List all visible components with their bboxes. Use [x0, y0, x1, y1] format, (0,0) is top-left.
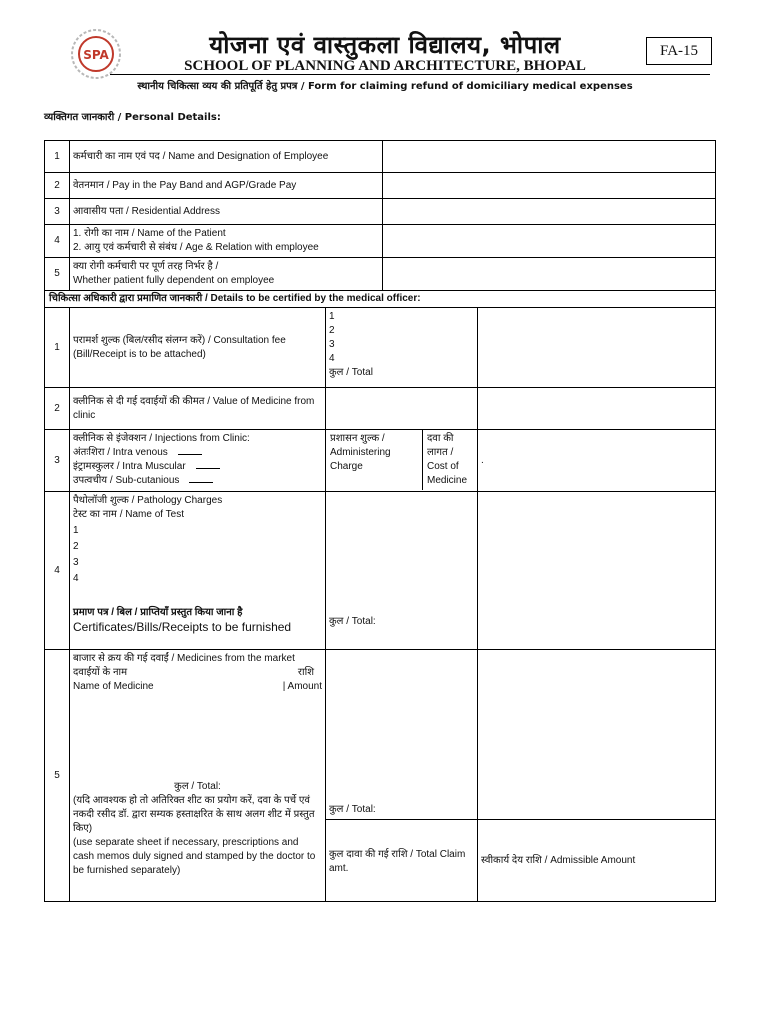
consultation-fee-amount[interactable] [478, 308, 716, 388]
row-number: 3 [45, 430, 70, 492]
row-number: 4 [45, 225, 70, 258]
employee-name-field[interactable] [383, 141, 716, 173]
medical-row-2 [45, 388, 716, 430]
list-item: 1 [73, 525, 79, 536]
dependent-label-hindi: क्या रोगी कर्मचारी पर पूर्ण तरह निर्भर है / [73, 261, 219, 272]
row-number: 5 [45, 650, 70, 902]
row-number: 5 [45, 258, 70, 291]
total-claim-cell[interactable] [326, 820, 478, 902]
list-item: 3 [329, 339, 335, 350]
medicines-amount[interactable] [478, 650, 716, 820]
clinic-medicine-field[interactable] [326, 388, 478, 430]
medicines-col-total-label: कुल / Total: [329, 804, 376, 815]
personal-details-heading: व्यक्तिगत जानकारी / Personal Details: [44, 112, 221, 123]
row-number: 4 [45, 492, 70, 650]
title-hindi: योजना एवं वास्तुकला विद्यालय, भोपाल [209, 31, 561, 59]
employee-name-label: कर्मचारी का नाम एवं पद / Name and Designation of Employee [70, 141, 383, 173]
address-label: आवासीय पता / Residential Address [70, 199, 383, 225]
separate-sheet-note-hindi: (यदि आवश्यक हो तो अतिरिक्त शीट का प्रयोग करें, दवा के पर्चे एवं नकदी रसीद डॉ. द्वारा सम्यक हस्ताक्षरित के साथ अलग शीट में प्रस्तुत किए) [73, 795, 315, 834]
injections-label: क्लीनिक से इंजेक्शन / Injections from Clinic: [73, 433, 250, 444]
test-name-label: टेस्ट का नाम / Name of Test [73, 509, 184, 520]
medicine-header-hindi: दवाईयों के नाम राशि [73, 667, 314, 678]
market-medicines-cell [70, 650, 326, 902]
personal-row-5 [45, 258, 716, 291]
injection-amount[interactable]: . [478, 430, 716, 492]
medical-section-header [45, 291, 716, 308]
injection-type: इंट्रामस्कुलर / Intra Muscular [73, 460, 322, 474]
admissible-amount-label: स्वीकार्य देय राशि / Admissible Amount [481, 855, 636, 866]
personal-row-3 [45, 199, 716, 225]
certificate-note-hindi: प्रमाण पत्र / बिल / प्राप्तियाँ प्रस्तुत किया जाना है [73, 607, 243, 618]
list-item: 4 [73, 573, 79, 584]
dependent-label-english: Whether patient fully dependent on employee [73, 275, 275, 286]
pay-band-label: वेतनमान / Pay in the Pay Band and AGP/Grade Pay [70, 173, 383, 199]
title-english: SCHOOL OF PLANNING AND ARCHITECTURE, BHOPAL [184, 58, 586, 74]
injection-type: उपत्वचीय / Sub-cutanious [73, 474, 322, 488]
injection-charges-cell[interactable] [326, 430, 478, 492]
dependent-field[interactable] [383, 258, 716, 291]
injections-cell [70, 430, 326, 492]
medicine-header-english: Name of Medicine | Amount [73, 681, 322, 692]
patient-labels [70, 225, 383, 258]
clinic-medicine-amount[interactable] [478, 388, 716, 430]
form-code-badge: FA-15 [646, 37, 712, 65]
consultation-total-label: कुल / Total [329, 367, 373, 378]
medical-row-3 [45, 430, 716, 492]
form-subtitle: स्थानीय चिकित्सा व्यय की प्रतिपूर्ति हेतु प्रपत्र / Form for claiming refund of domiciliary medical expenses [137, 81, 633, 92]
medical-row-4 [45, 492, 716, 650]
medicine-entry-area[interactable] [73, 694, 322, 780]
pay-band-field[interactable] [383, 173, 716, 199]
row-number: 1 [45, 141, 70, 173]
dependent-labels [70, 258, 383, 291]
list-item: 3 [73, 557, 79, 568]
medical-row-5 [45, 650, 716, 820]
market-medicines-label: बाजार से क्रय की गई दवाईं / Medicines from the market [73, 653, 295, 664]
patient-age-label: 2. आयु एवं कर्मचारी से संबंध / Age & Relation with employee [73, 242, 319, 253]
admissible-amount-cell[interactable] [478, 820, 716, 902]
medicines-total-cell[interactable] [326, 650, 478, 820]
consultation-fee-label: परामर्श शुल्क (बिल/रसीद संलग्न करें) / Consultation fee (Bill/Receipt is to be attached) [70, 308, 326, 388]
personal-row-1 [45, 141, 716, 173]
medicines-total-label: कुल / Total: [174, 781, 221, 792]
separate-sheet-note-english: (use separate sheet if necessary, prescriptions and cash memos duly signed and stamped by the doctor to be furnished separately) [73, 837, 316, 876]
claim-form-table [44, 140, 716, 902]
row-number: 2 [45, 173, 70, 199]
list-item: 4 [329, 353, 335, 364]
total-claim-label: कुल दावा की गई राशि / Total Claim amt. [329, 849, 466, 874]
personal-row-2 [45, 173, 716, 199]
row-number: 1 [45, 308, 70, 388]
clinic-medicine-label: क्लीनिक से दी गई दवाईयों की कीमत / Value of Medicine from clinic [70, 388, 326, 430]
injection-type: अंतःशिरा / Intra venous [73, 446, 322, 460]
row-number: 2 [45, 388, 70, 430]
personal-row-4 [45, 225, 716, 258]
logo-text: SPA [83, 48, 109, 62]
header-divider [110, 74, 710, 75]
cost-of-medicine-label: दवा की लागत / Cost of Medicine [427, 433, 468, 486]
consultation-fee-list[interactable] [326, 308, 478, 388]
administering-charge-label: प्रशासन शुल्क / Administering Charge [326, 430, 423, 490]
patient-name-label: 1. रोगी का नाम / Name of the Patient [73, 228, 226, 239]
pathology-total-label: कुल / Total: [329, 616, 376, 627]
patient-field[interactable] [383, 225, 716, 258]
pathology-label: पैथोलॉजी शुल्क / Pathology Charges [73, 495, 223, 506]
medical-row-1 [45, 308, 716, 388]
address-field[interactable] [383, 199, 716, 225]
pathology-cell [70, 492, 326, 650]
medical-details-heading: चिकित्सा अधिकारी द्वारा प्रमाणित जानकारी / Details to be certified by the medical officer: [45, 291, 716, 308]
certificate-note-english: Certificates/Bills/Receipts to be furnished [73, 620, 292, 634]
row-number: 3 [45, 199, 70, 225]
pathology-amount[interactable] [478, 492, 716, 650]
list-item: 2 [329, 325, 335, 336]
list-item: 1 [329, 311, 335, 322]
list-item: 2 [73, 541, 79, 552]
pathology-total-cell[interactable] [326, 492, 478, 650]
